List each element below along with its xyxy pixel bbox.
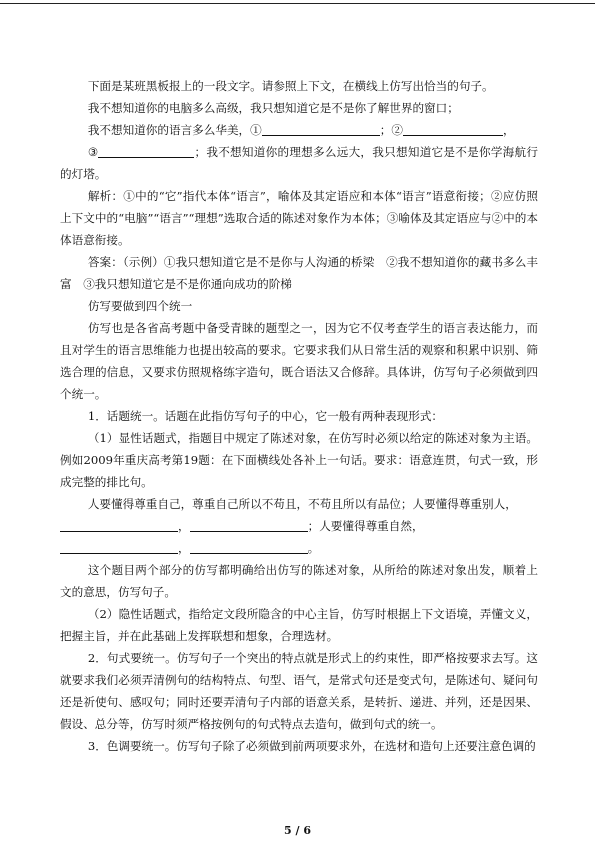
intro-paragraph: 仿写也是各省高考题中备受青睐的题型之一，因为它不仅考查学生的语言表达能力，而且对学生的语言思维能力也提出较高的要求。它要求我们从日常生活的观察和积累中识别、筛选合理的信息，又要求仿照规格练字造句，既合语法又合修辞。具体讲，仿写句子必须做到四个统一。 — [60, 321, 538, 401]
point-3-tone: 3．色调要统一。仿写句子除了必须做到前两项要求外，在选材和造句上还要注意色调的 — [87, 739, 536, 753]
blank-3 — [98, 143, 194, 158]
example-blanks-1: ， ；人要懂得尊重自然， — [60, 515, 538, 537]
point-1-explicit: （1）显性话题式，指题目中规定了陈述对象，在仿写时必须以给定的陈述对象为主语。例如2009年重庆高考第19题：在下面横线处各补上一句话。要求：语意连贯，句式一致，形成完整的排比句。 — [60, 431, 538, 489]
blank-4 — [60, 517, 178, 532]
top-rule — [0, 3, 595, 4]
fill-in-line-1: 我不想知道你的语言多么华美，① ；② ， — [87, 123, 515, 137]
blank-2 — [403, 121, 503, 136]
blank-1 — [262, 121, 380, 136]
blank-6 — [60, 539, 178, 554]
example-blanks-2: ， 。 — [60, 537, 538, 559]
answer-paragraph: 答案：（示例）①我只想知道它是不是你与人沟通的桥梁 ②我不想知道你的藏书多么丰富 ③我只想知道它是不是你通向成功的阶梯 — [60, 255, 538, 291]
section-heading: 仿写要做到四个统一 — [87, 299, 193, 313]
document-body — [60, 75, 538, 757]
example-text: 人要懂得尊重自己，尊重自己所以不苟且，不苟且所以有品位；人要懂得尊重别人， — [87, 497, 517, 511]
question-prompt: 下面是某班黑板报上的一段文字。请参照上下文，在横线上仿写出恰当的句子。 — [87, 79, 494, 93]
point-2-sentence-pattern: 2．句式要统一。仿写句子一个突出的特点就是形式上的约束性，即严格按要求去写。这就要求我们必须弄清例句的结构特点、句型、语气，是常式句还是变式句，是陈述句、疑问句还是祈使句、感叹句；同时还要弄清句子内部的语意关系，是转折、递进、并列，还是因果、假设、总分等，仿写时须严格按例句的句式特点去造句，做到句式的统一。 — [60, 651, 538, 731]
example-explanation: 这个题目两个部分的仿写都明确给出仿写的陈述对象，从所给的陈述对象出发，顺着上文的意思，仿写句子。 — [60, 563, 538, 599]
fill-in-line-2: ③ ；我不想知道你的理想多么远大，我只想知道它是不是你学海航行的灯塔。 — [60, 145, 538, 181]
page-number: 5 / 6 — [284, 824, 311, 837]
blank-5 — [190, 517, 308, 532]
point-1-topic: 1．话题统一。话题在此指仿写句子的中心，它一般有两种表现形式： — [87, 409, 444, 423]
example-sentence: 我不想知道你的电脑多么高级，我只想知道它是不是你了解世界的窗口； — [87, 101, 459, 115]
analysis-paragraph: 解析：①中的“它”指代本体“语言”，喻体及其定语应和本体“语言”语意衔接；②应仿照上下文中的“电脑”“语言”“理想”选取合适的陈述对象作为本体；③喻体及其定语应与②中的本体语意衔接。 — [60, 189, 538, 247]
blank-7 — [190, 539, 308, 554]
point-1-implicit: （2）隐性话题式，指给定文段所隐含的中心主旨，仿写时根据上下文语境，弄懂文义，把握主旨，并在此基础上发挥联想和想象，合理选材。 — [60, 607, 538, 643]
